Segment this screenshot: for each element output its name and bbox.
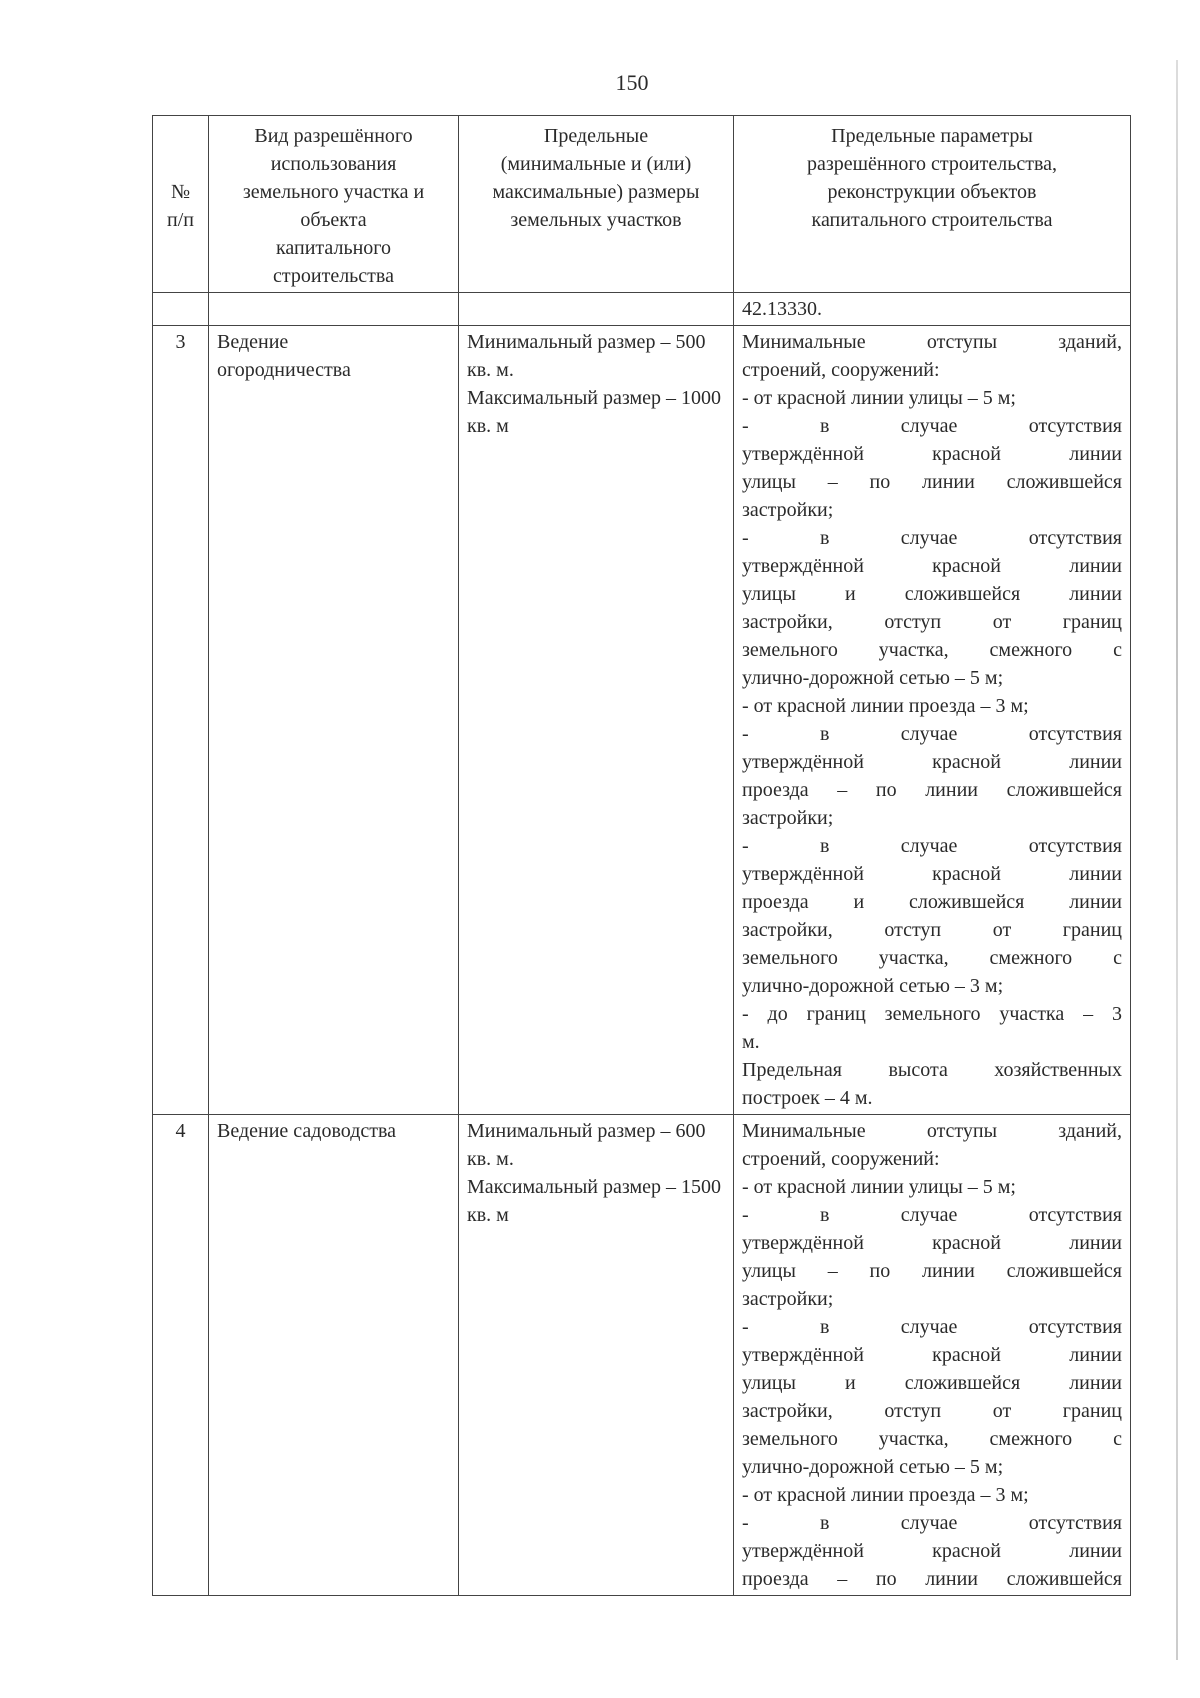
- params-line: улицы – по линии сложившейся: [742, 471, 1122, 493]
- params-line: улицы – по линии сложившейся: [742, 1260, 1122, 1282]
- params-line: - от красной линии улицы – 5 м;: [742, 1176, 1016, 1198]
- header-use: [209, 116, 459, 293]
- params-line: - в случае отсутствия: [742, 527, 1122, 549]
- row-size-min: Минимальный размер – 600 кв. м.: [467, 1120, 706, 1170]
- header-use-line: капитального: [276, 237, 391, 259]
- header-size-line: Предельные: [543, 125, 649, 147]
- row-use: [209, 1115, 459, 1596]
- page-number: 150: [615, 70, 649, 95]
- params-line: утверждённой красной линии: [742, 1344, 1122, 1366]
- params-line: утверждённой красной линии: [742, 443, 1122, 465]
- table-row: [153, 326, 1131, 1115]
- header-num-line: п/п: [167, 209, 194, 231]
- params-line: застройки;: [742, 807, 834, 829]
- params-line: утверждённой красной линии: [742, 1232, 1122, 1254]
- row-use-text: Ведение огородничества: [217, 331, 351, 381]
- params-line: - от красной линии проезда – 3 м;: [742, 695, 1029, 717]
- header-params-line: разрешённого строительства,: [807, 153, 1057, 175]
- header-params-line: капитального строительства: [811, 209, 1053, 231]
- params-line: м.: [742, 1031, 760, 1053]
- continuation-use-cell: [209, 293, 459, 326]
- row-size: [459, 326, 734, 1115]
- params-line: земельного участка, смежного с: [742, 1428, 1122, 1450]
- params-line: застройки, отступ от границ: [742, 611, 1122, 633]
- row-num: 3: [153, 326, 209, 1115]
- params-line: строений, сооружений:: [742, 1148, 940, 1170]
- params-line: улично-дорожной сетью – 3 м;: [742, 975, 1004, 997]
- params-line: застройки;: [742, 1288, 834, 1310]
- row-use-text: Ведение садоводства: [217, 1120, 397, 1142]
- header-params: [734, 116, 1131, 293]
- params-line: утверждённой красной линии: [742, 1540, 1122, 1562]
- row-params: [734, 326, 1131, 1115]
- params-line: Предельная высота хозяйственных: [742, 1059, 1122, 1081]
- params-line: улицы и сложившейся линии: [742, 1372, 1122, 1394]
- params-line: - в случае отсутствия: [742, 1512, 1122, 1534]
- row-size-min: Минимальный размер – 500 кв. м.: [467, 331, 706, 381]
- row-size: [459, 1115, 734, 1596]
- table-header-row: [153, 116, 1131, 293]
- header-params-line: Предельные параметры: [831, 125, 1033, 147]
- params-line: улицы и сложившейся линии: [742, 583, 1122, 605]
- continuation-row: [153, 293, 1131, 326]
- params-line: - в случае отсутствия: [742, 415, 1122, 437]
- params-line: - от красной линии проезда – 3 м;: [742, 1484, 1029, 1506]
- params-line: - от красной линии улицы – 5 м;: [742, 387, 1016, 409]
- row-params: [734, 1115, 1131, 1596]
- header-size-line: (минимальные и (или): [500, 153, 692, 175]
- params-line: улично-дорожной сетью – 5 м;: [742, 1456, 1004, 1478]
- params-line: построек – 4 м.: [742, 1087, 873, 1109]
- params-line: - в случае отсутствия: [742, 835, 1122, 857]
- params-line: проезда – по линии сложившейся: [742, 1568, 1122, 1590]
- params-line: застройки, отступ от границ: [742, 1400, 1122, 1422]
- params-line: утверждённой красной линии: [742, 555, 1122, 577]
- params-line: проезда и сложившейся линии: [742, 891, 1122, 913]
- params-line: Минимальные отступы зданий,: [742, 1120, 1122, 1142]
- scan-edge-shadow: [1176, 60, 1178, 1660]
- params-line: проезда – по линии сложившейся: [742, 779, 1122, 801]
- header-size-line: максимальные) размеры: [492, 181, 700, 203]
- row-size-max: Максимальный размер – 1000 кв. м: [467, 387, 722, 437]
- params-line: улично-дорожной сетью – 5 м;: [742, 667, 1004, 689]
- header-size: [459, 116, 734, 293]
- params-line: Минимальные отступы зданий,: [742, 331, 1122, 353]
- header-use-line: объекта: [300, 209, 367, 231]
- header-size-line: земельных участков: [510, 209, 682, 231]
- params-line: - до границ земельного участка – 3: [742, 1003, 1122, 1025]
- header-use-line: строительства: [273, 265, 394, 287]
- header-num-line: №: [170, 181, 191, 203]
- header-num: [153, 116, 209, 293]
- header-use-line: использования: [270, 153, 397, 175]
- row-num: 4: [153, 1115, 209, 1596]
- continuation-size-cell: [459, 293, 734, 326]
- params-line: - в случае отсутствия: [742, 1204, 1122, 1226]
- params-line: застройки, отступ от границ: [742, 919, 1122, 941]
- params-line: земельного участка, смежного с: [742, 947, 1122, 969]
- params-line: земельного участка, смежного с: [742, 639, 1122, 661]
- params-line: - в случае отсутствия: [742, 723, 1122, 745]
- table-row: [153, 1115, 1131, 1596]
- params-line: утверждённой красной линии: [742, 751, 1122, 773]
- header-use-line: земельного участка и: [242, 181, 425, 203]
- params-line: - в случае отсутствия: [742, 1316, 1122, 1338]
- row-use: [209, 326, 459, 1115]
- row-size-max: Максимальный размер – 1500 кв. м: [467, 1176, 722, 1226]
- regulations-table: [152, 115, 1131, 1596]
- header-params-line: реконструкции объектов: [827, 181, 1037, 203]
- params-line: утверждённой красной линии: [742, 863, 1122, 885]
- continuation-params-text: 42.13330.: [742, 298, 822, 320]
- continuation-params-cell: [734, 293, 1131, 326]
- header-use-line: Вид разрешённого: [254, 125, 413, 147]
- params-line: строений, сооружений:: [742, 359, 940, 381]
- continuation-num-cell: [153, 293, 209, 326]
- params-line: застройки;: [742, 499, 834, 521]
